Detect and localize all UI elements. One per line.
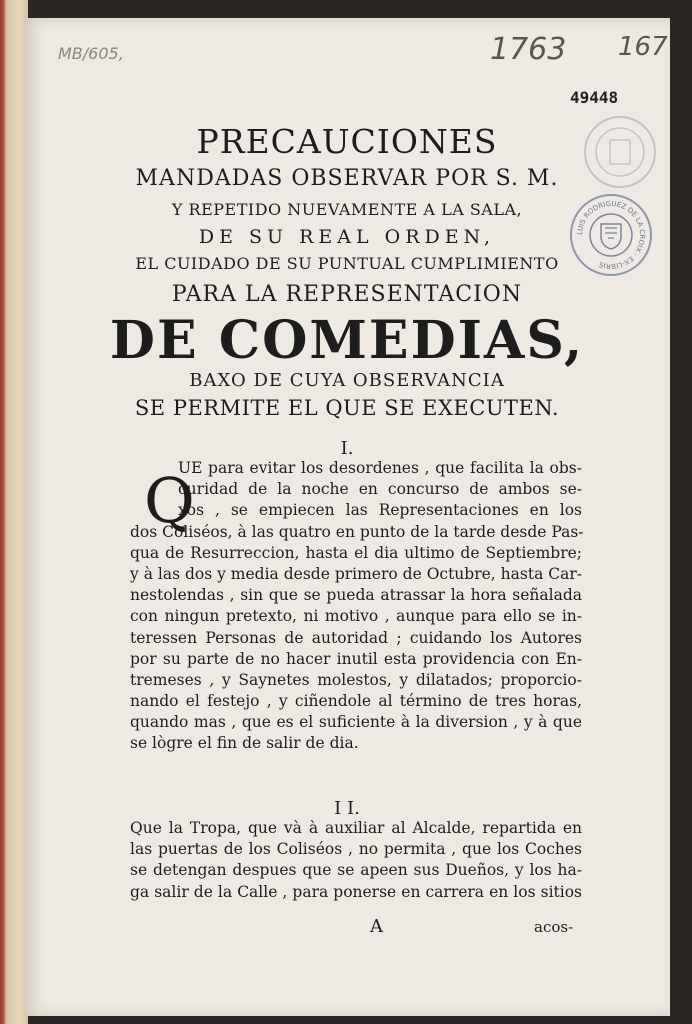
- text-line: UE para evitar los desordenes , que facilita la obs-: [178, 459, 582, 477]
- title-line-3: Y REPETIDO NUEVAMENTE A LA SALA,: [171, 200, 523, 219]
- document-page: [24, 18, 670, 1016]
- text-line: Que la Tropa, que và à auxiliar al Alcalde, repartida en: [130, 819, 582, 837]
- text-line: nestolendas , sin que se pueda atrassar la hora señalada: [130, 586, 582, 605]
- text-line: por su parte de no hacer inutil esta providencia con En-: [130, 649, 582, 668]
- title-line-4: DE SU REAL ORDEN,: [198, 226, 496, 248]
- title-line-5: EL CUIDADO DE SU PUNTUAL CUMPLIMIENTO: [135, 254, 559, 273]
- drop-cap: Q: [144, 464, 195, 537]
- title-line-6: PARA LA REPRESENTACION: [171, 282, 523, 307]
- text-line: con ningun pretexto, ni motivo , aunque para ello se in-: [130, 607, 582, 626]
- title-line-9: SE PERMITE EL QUE SE EXECUTEN.: [134, 396, 560, 420]
- section-2-text: [130, 819, 582, 904]
- signature-mark: A: [370, 916, 383, 937]
- text-line: las puertas de los Coliséos , no permita , que los Coches: [130, 840, 582, 859]
- section-1-text: [130, 459, 582, 756]
- title-line-1: PRECAUCIONES: [196, 122, 498, 161]
- text-line: nando el festejo , y ciñendole al término de tres horas,: [130, 692, 582, 711]
- handwritten-folio: 167: [618, 32, 668, 62]
- section-2-numeral: I I.: [334, 798, 360, 819]
- handwritten-year: 1763: [490, 32, 567, 67]
- title-line-8: BAXO DE CUYA OBSERVANCIA: [189, 370, 505, 391]
- text-line: qua de Resurreccion, hasta el dia ultimo de Septiembre;: [130, 543, 582, 562]
- text-line: dos Coliséos, à las quatro en punto de la tarde desde Pas-: [130, 522, 584, 541]
- inventory-number: 49448: [570, 88, 619, 107]
- text-line: y à las dos y media desde primero de Octubre, hasta Car-: [130, 564, 582, 583]
- text-line: se detengan despues que se apeen sus Dueños, y los ha-: [130, 861, 582, 880]
- handwritten-reference: MB/605,: [58, 44, 124, 63]
- stamp-text: LUIS RODRIGUEZ DE LA CROIX · EX-LIBRIS: [575, 199, 647, 271]
- text-line: xos , se empiecen las Representaciones en los: [178, 501, 582, 520]
- text-line: curidad de la noche en concurso de ambos se-: [178, 480, 582, 499]
- text-line: se lògre el fin de salir de dia.: [130, 734, 359, 753]
- text-line: ga salir de la Calle , para ponerse en carrera en los sitios: [130, 882, 582, 901]
- text-line: tremeses , y Saynetes molestos, y dilatados; proporcio-: [130, 670, 582, 689]
- section-1-numeral: I.: [340, 438, 354, 459]
- title-line-2: MANDADAS OBSERVAR POR S. M.: [135, 166, 559, 191]
- text-line: quando mas , que es el suficiente à la diversion , y à que: [130, 713, 582, 732]
- catchword: acos-: [534, 918, 574, 936]
- title-main-comedias: DE COMEDIAS,: [109, 310, 585, 371]
- text-line: teressen Personas de autoridad ; cuidando los Autores: [130, 628, 582, 647]
